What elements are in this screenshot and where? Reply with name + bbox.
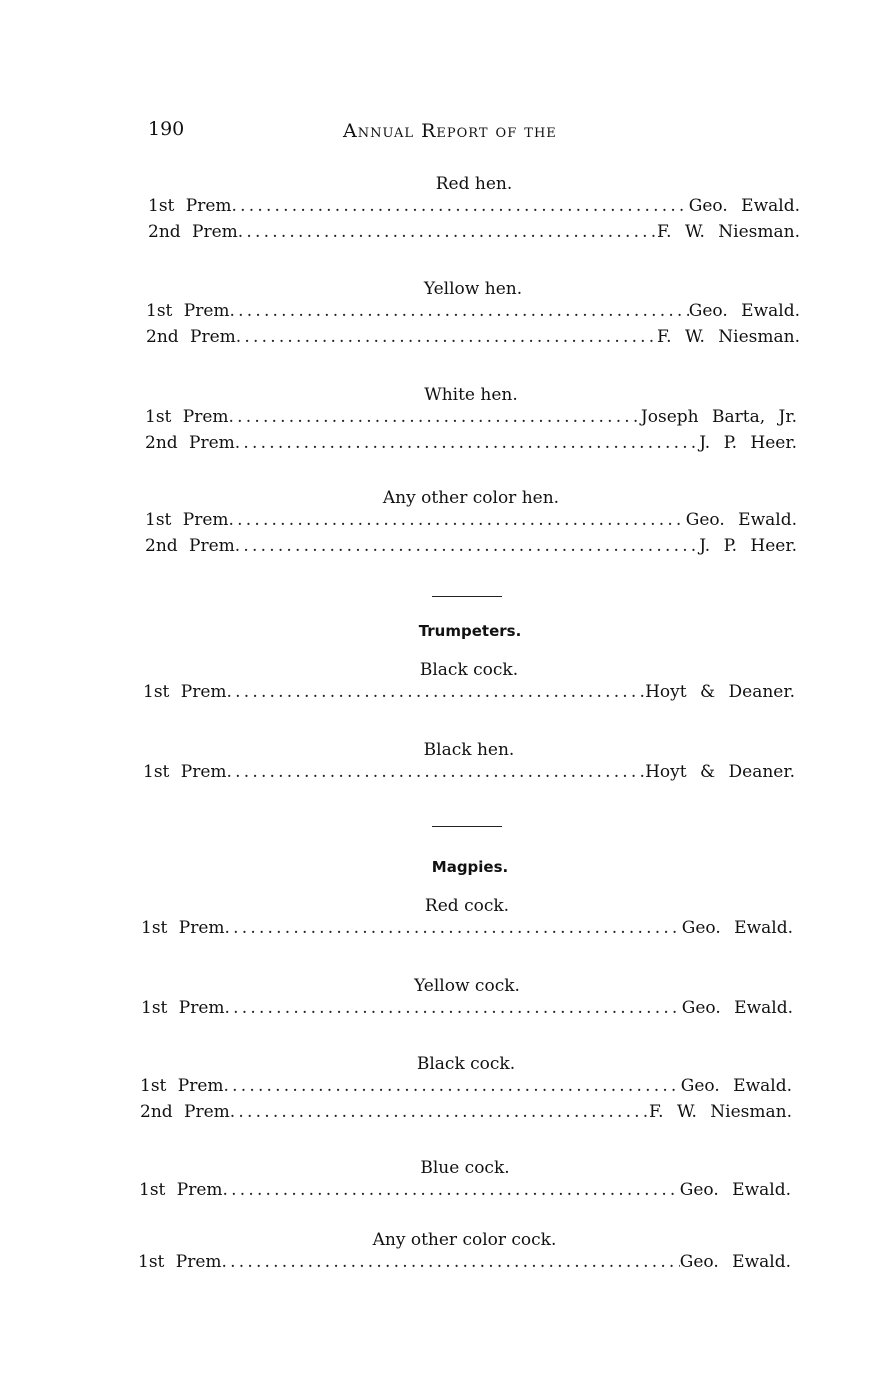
winner-name: J. P. Heer. bbox=[699, 433, 797, 453]
running-title: Annual Report of the bbox=[343, 120, 557, 142]
premium-row bbox=[146, 301, 800, 327]
dot-leader bbox=[224, 1076, 681, 1096]
class-block bbox=[143, 660, 795, 708]
premium-place: 2nd Prem bbox=[145, 433, 235, 453]
class-heading: Blue cock. bbox=[420, 1158, 510, 1178]
class-heading: Any other color cock. bbox=[372, 1230, 557, 1250]
premium-place: 1st Prem bbox=[148, 196, 232, 216]
winner-name: Geo. Ewald. bbox=[681, 918, 793, 938]
premium-place: 2nd Prem bbox=[145, 536, 235, 556]
winner-name: F. W. Niesman. bbox=[657, 327, 800, 347]
section-title: Magpies. bbox=[431, 858, 509, 876]
class-block bbox=[140, 1054, 792, 1128]
section-title: Trumpeters. bbox=[418, 622, 522, 640]
class-heading: Red cock. bbox=[424, 896, 510, 916]
winner-name: Geo. Ewald. bbox=[679, 1180, 791, 1200]
class-block bbox=[141, 896, 793, 944]
dot-leader bbox=[235, 536, 699, 556]
class-heading: Any other color hen. bbox=[382, 488, 560, 508]
winner-name: F. W. Niesman. bbox=[649, 1102, 792, 1122]
premium-row bbox=[140, 1102, 792, 1128]
section-divider bbox=[432, 826, 502, 827]
class-block bbox=[145, 385, 797, 459]
class-block bbox=[138, 1230, 791, 1278]
premium-row bbox=[138, 1252, 791, 1278]
class-heading: Red hen. bbox=[435, 174, 513, 194]
class-heading: Black hen. bbox=[423, 740, 515, 760]
class-block bbox=[141, 976, 793, 1024]
premium-place: 2nd Prem bbox=[148, 222, 238, 242]
winner-name: Hoyt & Deaner. bbox=[645, 682, 795, 702]
premium-row bbox=[145, 433, 797, 459]
winner-name: Geo. Ewald. bbox=[685, 510, 797, 530]
dot-leader bbox=[225, 998, 682, 1018]
premium-row bbox=[148, 222, 800, 248]
premium-row bbox=[143, 682, 795, 708]
dot-leader bbox=[223, 1180, 680, 1200]
winner-name: Geo. Ewald. bbox=[688, 196, 800, 216]
dot-leader bbox=[230, 1102, 649, 1122]
premium-place: 1st Prem bbox=[143, 682, 227, 702]
premium-place: 1st Prem bbox=[141, 998, 225, 1018]
premium-place: 2nd Prem bbox=[140, 1102, 230, 1122]
dot-leader bbox=[222, 1252, 680, 1272]
class-heading: Yellow cock. bbox=[414, 976, 520, 996]
premium-row bbox=[140, 1076, 792, 1102]
premium-row bbox=[145, 536, 797, 562]
premium-row bbox=[141, 998, 793, 1024]
premium-place: 1st Prem bbox=[145, 407, 229, 427]
premium-row bbox=[145, 407, 797, 433]
premium-place: 1st Prem bbox=[140, 1076, 224, 1096]
dot-leader bbox=[227, 762, 646, 782]
dot-leader bbox=[227, 682, 646, 702]
dot-leader bbox=[230, 301, 689, 321]
class-block bbox=[145, 488, 797, 562]
page-header bbox=[148, 118, 648, 148]
premium-place: 1st Prem bbox=[138, 1252, 222, 1272]
winner-name: Geo. Ewald. bbox=[681, 998, 793, 1018]
premium-row bbox=[143, 762, 795, 788]
class-block bbox=[143, 740, 795, 788]
winner-name: F. W. Niesman. bbox=[657, 222, 800, 242]
section-divider bbox=[432, 596, 502, 597]
class-block bbox=[139, 1158, 791, 1206]
winner-name: Hoyt & Deaner. bbox=[645, 762, 795, 782]
premium-row bbox=[148, 196, 800, 222]
premium-place: 1st Prem bbox=[146, 301, 230, 321]
class-heading: Yellow hen. bbox=[423, 279, 523, 299]
winner-name: J. P. Heer. bbox=[699, 536, 797, 556]
class-block bbox=[148, 174, 800, 248]
premium-row bbox=[141, 918, 793, 944]
dot-leader bbox=[235, 433, 699, 453]
premium-place: 1st Prem bbox=[141, 918, 225, 938]
dot-leader bbox=[229, 407, 641, 427]
premium-place: 2nd Prem bbox=[146, 327, 236, 347]
class-block bbox=[146, 279, 800, 353]
premium-place: 1st Prem bbox=[143, 762, 227, 782]
class-heading: White hen. bbox=[424, 385, 518, 405]
premium-row bbox=[139, 1180, 791, 1206]
premium-place: 1st Prem bbox=[145, 510, 229, 530]
winner-name: Geo. Ewald. bbox=[679, 1252, 791, 1272]
winner-name: Geo. Ewald. bbox=[688, 301, 800, 321]
premium-row bbox=[146, 327, 800, 353]
dot-leader bbox=[225, 918, 682, 938]
winner-name: Geo. Ewald. bbox=[680, 1076, 792, 1096]
class-heading: Black cock. bbox=[416, 1054, 516, 1074]
dot-leader bbox=[232, 196, 689, 216]
premium-row bbox=[145, 510, 797, 536]
page-number: 190 bbox=[148, 118, 185, 140]
dot-leader bbox=[238, 222, 657, 242]
premium-place: 1st Prem bbox=[139, 1180, 223, 1200]
dot-leader bbox=[236, 327, 657, 347]
winner-name: Joseph Barta, Jr. bbox=[640, 407, 797, 427]
dot-leader bbox=[229, 510, 686, 530]
class-heading: Black cock. bbox=[419, 660, 519, 680]
